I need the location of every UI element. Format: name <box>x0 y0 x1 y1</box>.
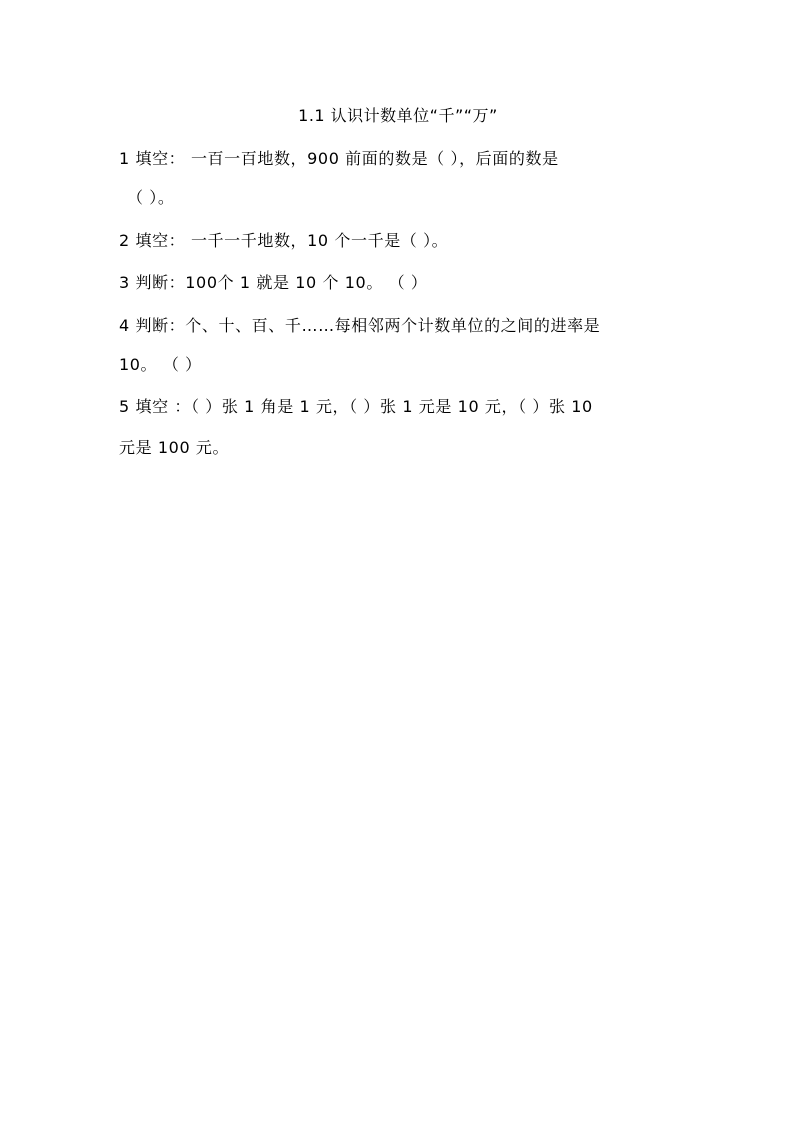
question-1-line-1: 1 填空： 一百一百地数，900 前面的数是（ ），后面的数是 <box>119 149 559 168</box>
question-4-line-2: 10。 （ ） <box>119 355 202 374</box>
worksheet-title: 1.1 认识计数单位“千”“万” <box>298 106 498 125</box>
question-2: 2 填空： 一千一千地数，10 个一千是（ ）。 <box>119 231 449 250</box>
question-5-line-1: 5 填空 ：（ ）张 1 角是 1 元，（ ）张 1 元是 10 元，（ ）张 10 <box>119 397 593 416</box>
question-3: 3 判断：100个 1 就是 10 个 10。 （ ） <box>119 273 428 292</box>
question-4-line-1: 4 判断：个、十、百、千……每相邻两个计数单位的之间的进率是 <box>119 316 601 335</box>
question-1-line-2: （ ）。 <box>127 188 175 207</box>
question-5-line-2: 元是 100 元。 <box>119 438 230 457</box>
